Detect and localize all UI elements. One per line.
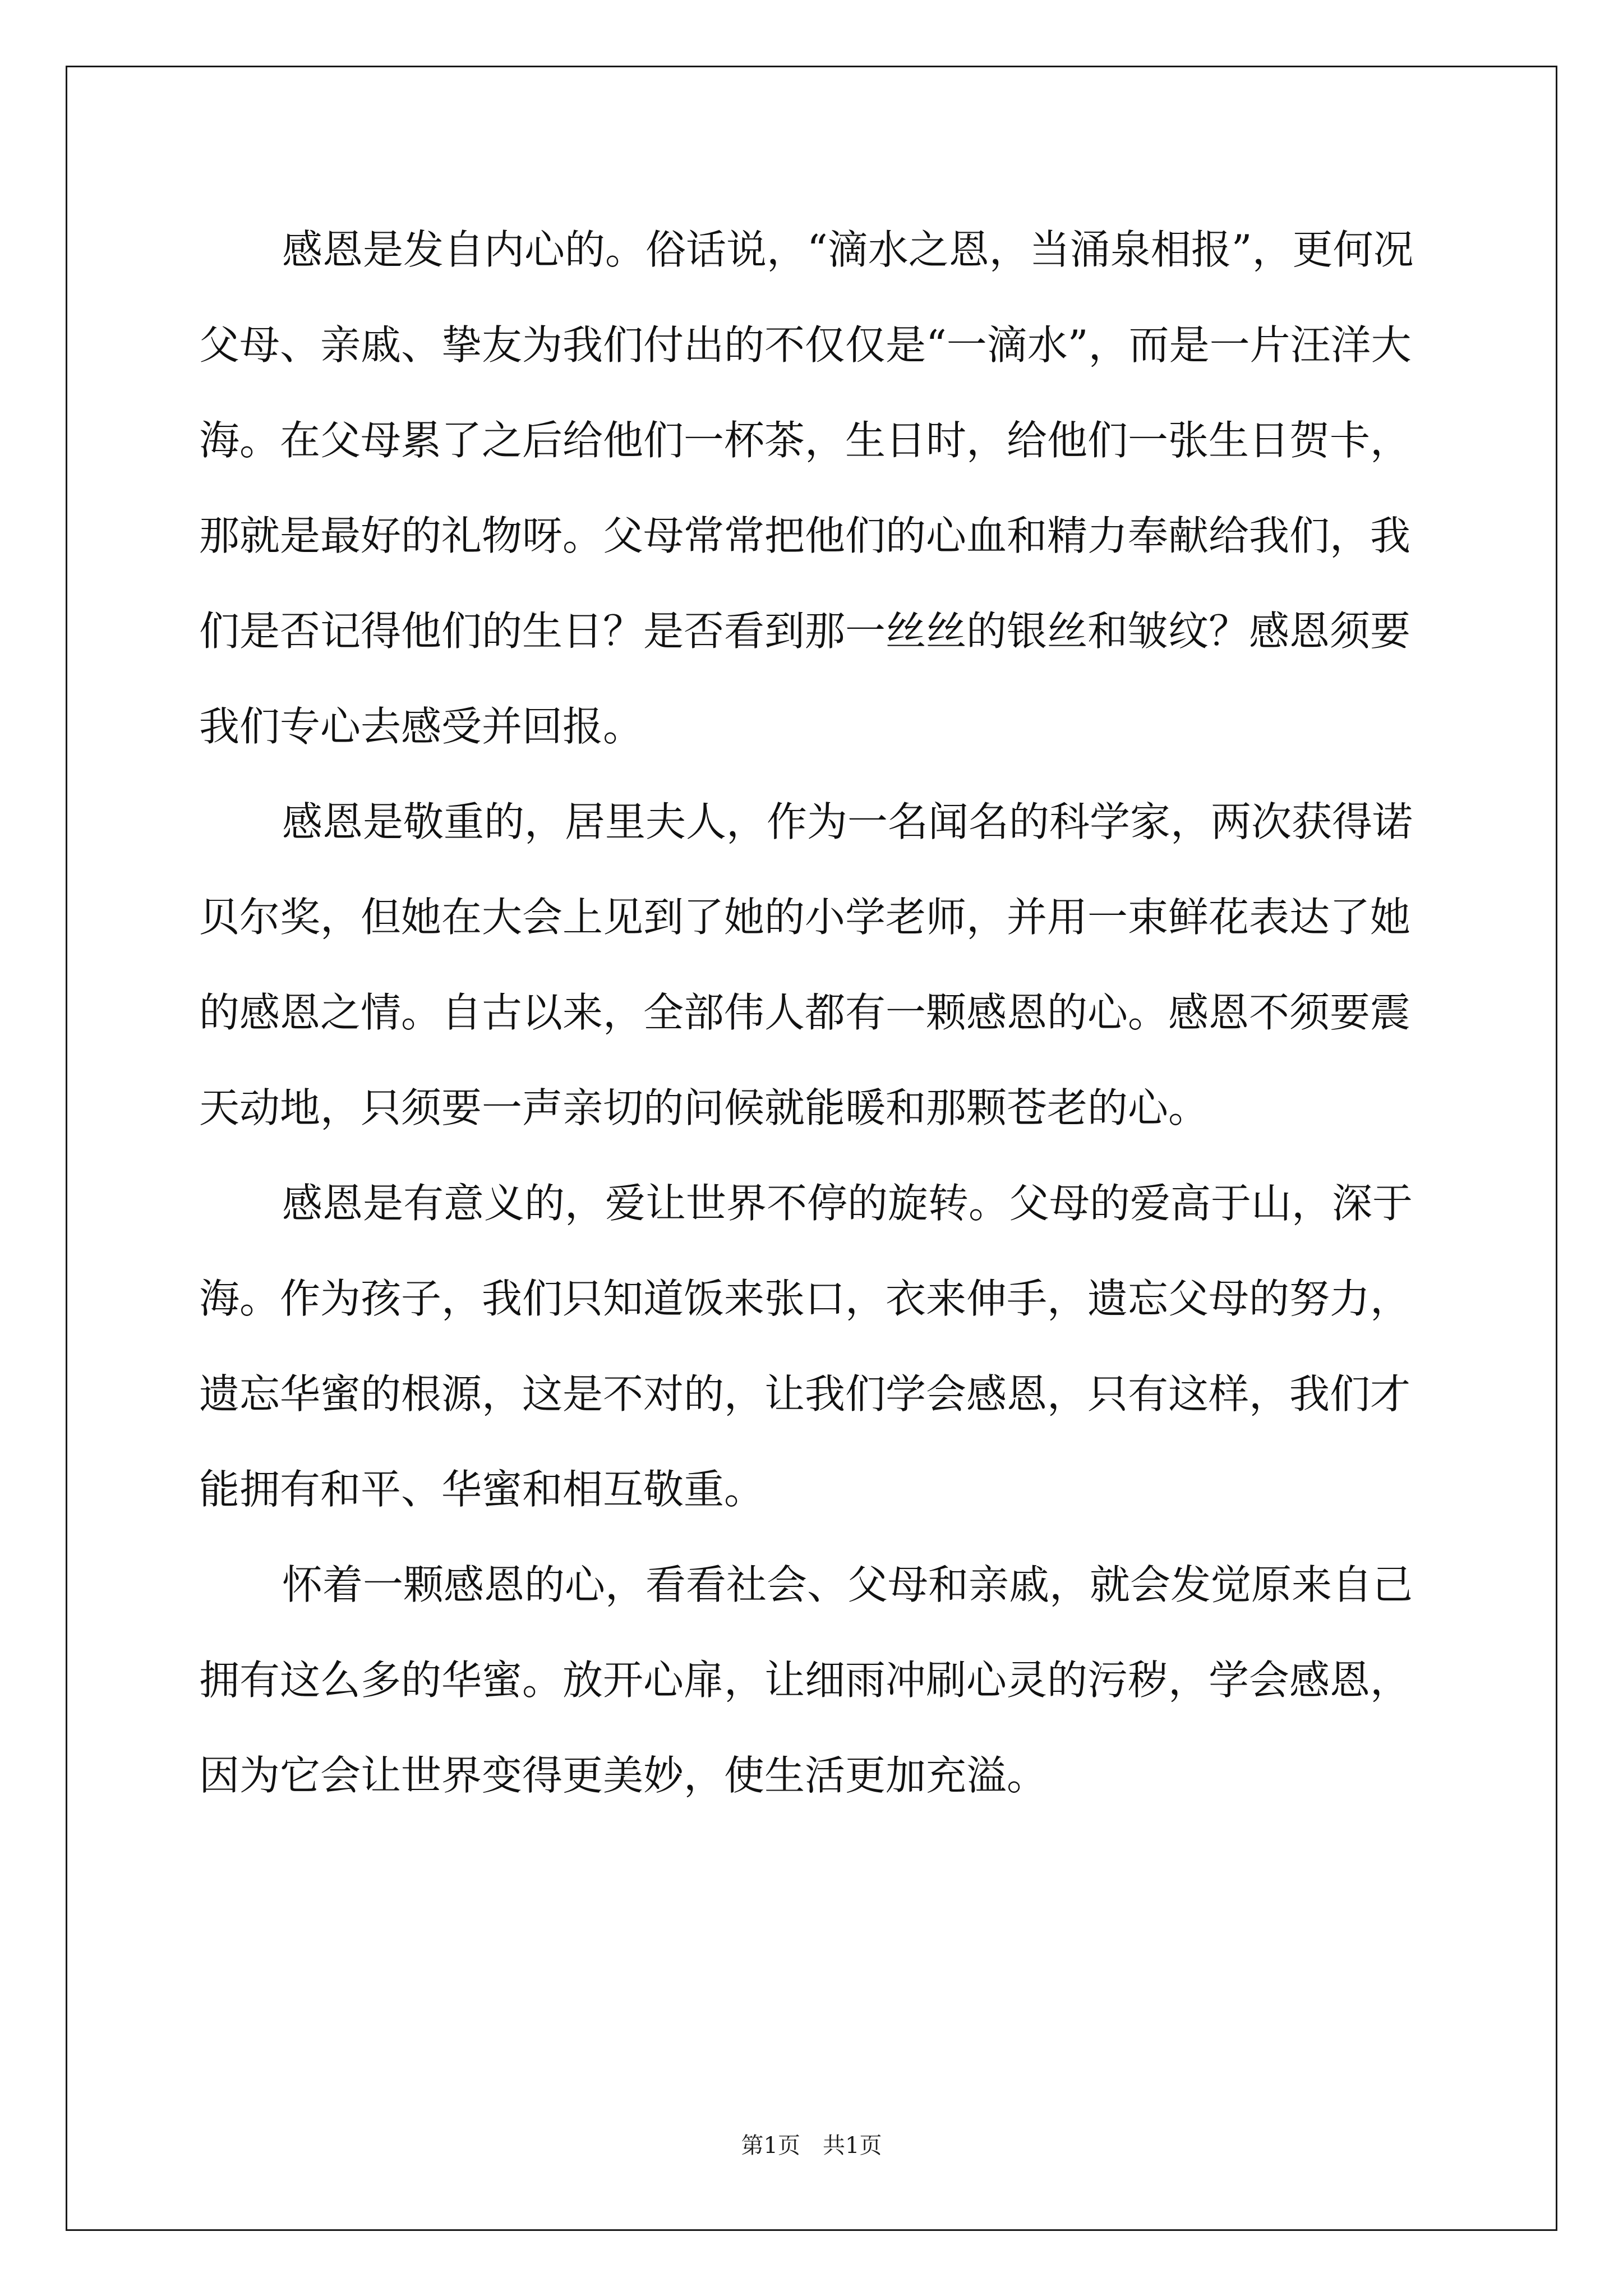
paragraph-line: 贝尔奖，但她在大会上见到了她的小学老师，并用一束鲜花表达了她	[199, 894, 1411, 941]
paragraph-line: 海。作为孩子，我们只知道饭来张口，衣来伸手，遗忘父母的努力，	[199, 1275, 1411, 1322]
paragraph-line: 感恩是有意义的，爱让世界不停的旋转。父母的爱高于山，深于	[282, 1180, 1413, 1227]
paragraph-line: 天动地，只须要一声亲切的问候就能暖和那颗苍老的心。	[199, 1084, 1209, 1131]
paragraph-line: 那就是最好的礼物呀。父母常常把他们的心血和精力奉献给我们，我	[199, 512, 1411, 559]
page-number-footer: 第1页 共1页	[741, 2133, 882, 2159]
paragraph-line: 感恩是发自内心的。俗话说，“滴水之恩，当涌泉相报”，更何况	[282, 226, 1414, 273]
paragraph-line: 感恩是敬重的，居里夫人，作为一名闻名的科学家，两次获得诺	[282, 798, 1413, 845]
paragraph-line: 怀着一颗感恩的心，看看社会、父母和亲戚，就会发觉原来自己	[282, 1561, 1413, 1608]
paragraph-line: 因为它会让世界变得更美妙，使生活更加充溢。	[199, 1752, 1048, 1799]
paragraph-line: 我们专心去感受并回报。	[199, 703, 644, 750]
paragraph-line: 拥有这么多的华蜜。放开心扉，让细雨冲刷心灵的污秽，学会感恩，	[199, 1657, 1411, 1704]
paragraph-line: 们是否记得他们的生日？是否看到那一丝丝的银丝和皱纹？感恩须要	[199, 608, 1411, 655]
paragraph-line: 的感恩之情。自古以来，全部伟人都有一颗感恩的心。感恩不须要震	[199, 989, 1411, 1036]
paragraph-line: 能拥有和平、华蜜和相互敬重。	[199, 1466, 765, 1513]
paragraph-line: 遗忘华蜜的根源，这是不对的，让我们学会感恩，只有这样，我们才	[199, 1370, 1411, 1418]
paragraph-line: 父母、亲戚、挚友为我们付出的不仅仅是“一滴水”，而是一片汪洋大	[199, 321, 1412, 369]
paragraph-line: 海。在父母累了之后给他们一杯茶，生日时，给他们一张生日贺卡，	[199, 417, 1411, 464]
document-body	[199, 222, 1433, 1843]
